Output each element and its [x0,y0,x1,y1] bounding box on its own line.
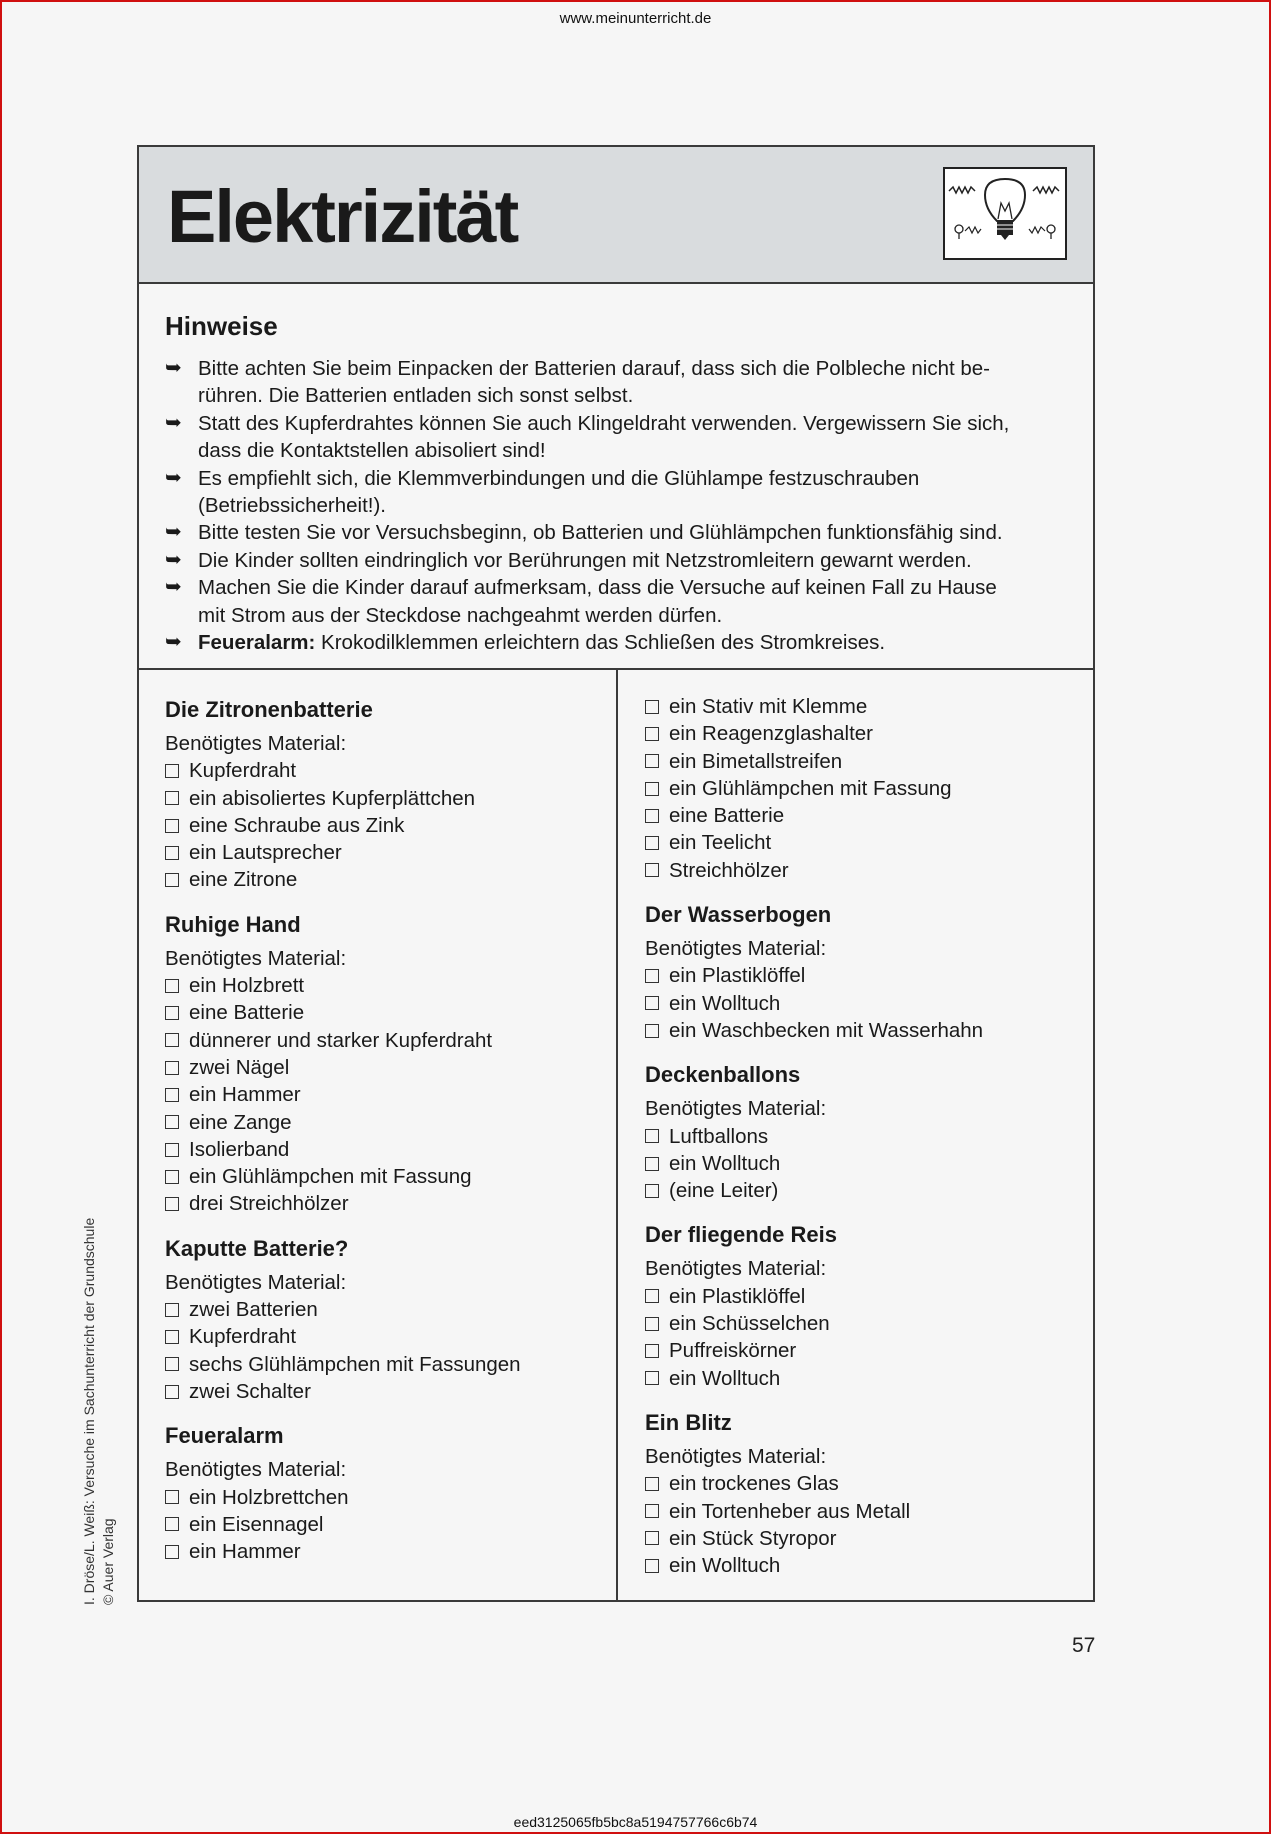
material-item-text: eine Batterie [669,804,785,828]
material-checklist-item [645,1150,1085,1177]
material-label: Benötigtes Material: [645,1444,827,1468]
material-item-text: ein Wolltuch [669,1151,781,1175]
material-item-text: ein Bimetallstreifen [669,749,843,773]
material-checklist-item [645,1017,1085,1044]
checkbox-icon [165,819,179,833]
material-label: Benötigtes Material: [165,946,347,970]
checkbox-icon [645,969,659,983]
checkbox-icon [645,1504,659,1518]
checkbox-icon [165,764,179,778]
material-item-text: zwei Schalter [189,1379,311,1403]
arrow-bullet-icon: ➥ [165,411,182,434]
checkbox-icon [645,1289,659,1303]
material-checklist-item [165,1109,605,1136]
experiment-title: Ein Blitz [645,1409,732,1435]
checkbox-icon [165,1517,179,1531]
material-checklist-item [645,1365,1085,1392]
material-item-text: Kupferdraht [189,759,297,783]
checkbox-icon [165,1170,179,1184]
material-item-text: ein Schüsselchen [669,1312,830,1336]
material-item-text: ein Lautsprecher [189,841,342,865]
hint-item: ➥ Die Kinder sollten eindringlich vor Berührungen mit Netzstromleitern gewarnt werden. [165,547,1065,574]
checkbox-icon [165,1357,179,1371]
material-checklist-item [645,962,1085,989]
checkbox-icon [165,1385,179,1399]
material-checklist-item [645,1470,1085,1497]
arrow-bullet-icon: ➥ [165,576,182,599]
material-item-text: eine Zitrone [189,868,298,892]
material-checklist-item [165,1136,605,1163]
material-label: Benötigtes Material: [645,1097,827,1121]
page-number: 57 [1072,1634,1096,1657]
hint-item: ➥ Feueralarm: Krokodilklemmen erleichtern das Schließen des Stromkreises. [165,629,1065,656]
material-item-text: ein Glühlämpchen mit Fassung [669,776,952,800]
site-url: www.meinunterricht.de [559,10,712,27]
material-checklist-item [165,1054,605,1081]
material-checklist-item [165,1538,605,1565]
arrow-bullet-icon: ➥ [165,521,182,544]
checkbox-icon [165,1197,179,1211]
checkbox-icon [165,1330,179,1344]
checkbox-icon [165,1143,179,1157]
material-item-text: ein Teelicht [669,831,772,855]
material-item-text: eine Schraube aus Zink [189,813,405,837]
left-material-column [165,695,605,1565]
light-bulb-icon [943,167,1067,260]
material-label: Benötigtes Material: [645,1257,827,1281]
worksheet-box [137,145,1095,1602]
arrow-bullet-icon: ➥ [165,548,182,571]
checkbox-icon [645,1559,659,1573]
material-item-text: ein Holzbrett [189,974,305,998]
material-item-text: ein Reagenzglashalter [669,722,873,746]
experiment-title: Der fliegende Reis [645,1222,837,1248]
material-item-text: Luftballons [669,1124,769,1148]
page-title: Elektrizität [167,175,518,258]
material-label: Benötigtes Material: [645,937,827,961]
material-item-text: ein trockenes Glas [669,1472,839,1496]
material-checklist-item [165,1323,605,1350]
publisher-credit: I. Dröse/L. Weiß: Versuche im Sachunterricht der Grundschule © Auer Verlag [81,1217,116,1605]
checkbox-icon [165,791,179,805]
material-item-text: ein Glühlämpchen mit Fassung [189,1165,472,1189]
checkbox-icon [645,1317,659,1331]
material-item-text: ein Wolltuch [669,1554,781,1578]
material-checklist-item [165,999,605,1026]
material-checklist-item [645,829,1085,856]
material-item-text: dünnerer und starker Kupferdraht [189,1028,493,1052]
material-checklist-item [165,839,605,866]
material-checklist-item [645,990,1085,1017]
material-label: Benötigtes Material: [165,732,347,755]
hint-item: ➥ Bitte achten Sie beim Einpacken der Batterien darauf, dass sich die Polbleche nicht be- rühren. Die Batterien entladen sich sonst selbst. [165,357,990,408]
checkbox-icon [165,1303,179,1317]
material-checklist-item [645,693,1085,720]
material-label: Benötigtes Material: [165,1458,347,1482]
material-checklist-item [165,1378,605,1405]
experiment-title: Kaputte Batterie? [165,1235,349,1261]
checkbox-icon [165,846,179,860]
material-checklist-item [165,866,605,893]
material-checklist-item [645,1552,1085,1579]
material-checklist-item [165,972,605,999]
material-checklist-item [165,1081,605,1108]
material-item-text: ein abisoliertes Kupferplättchen [189,786,476,810]
checkbox-icon [645,1184,659,1198]
material-checklist-item [645,1123,1085,1150]
checkbox-icon [645,1531,659,1545]
material-checklist-item [645,748,1085,775]
checkbox-icon [165,1006,179,1020]
checkbox-icon [645,1344,659,1358]
material-item-text: ein Plastiklöffel [669,1284,806,1308]
material-checklist-item [165,1027,605,1054]
checkbox-icon [645,836,659,850]
hints-section [165,310,1065,656]
checkbox-icon [645,863,659,877]
document-hash: eed3125065fb5bc8a5194757766c6b74 [513,1814,758,1830]
checkbox-icon [645,996,659,1010]
material-checklist-item [645,775,1085,802]
material-item-text: eine Batterie [189,1001,305,1025]
material-checklist-item [645,802,1085,829]
material-checklist-item [645,720,1085,747]
material-item-text: ein Hammer [189,1540,301,1564]
experiment-title: Ruhige Hand [165,911,301,937]
checkbox-icon [165,873,179,887]
checkbox-icon [645,1129,659,1143]
column-divider [616,670,618,1600]
material-item-text: ein Wolltuch [669,991,781,1015]
material-checklist-item [645,1310,1085,1337]
material-checklist-item [645,1337,1085,1364]
material-checklist-item [165,757,605,784]
hint-item: ➥ Bitte testen Sie vor Versuchsbeginn, ob Batterien und Glühlämpchen funktionsfähig sind. [165,519,1065,546]
checkbox-icon [165,1033,179,1047]
material-checklist-item [645,1525,1085,1552]
checkbox-icon [645,727,659,741]
checkbox-icon [165,1115,179,1129]
checkbox-icon [165,1088,179,1102]
material-checklist-item [645,857,1085,884]
checkbox-icon [165,1545,179,1559]
material-item-text: Puffreiskörner [669,1339,797,1363]
material-item-text: zwei Nägel [189,1055,290,1079]
material-item-text: ein Stück Styropor [669,1526,837,1550]
right-material-column [645,693,1085,1579]
material-item-text: ein Wolltuch [669,1366,781,1390]
material-item-text: Streichhölzer [669,858,789,882]
material-item-text: Isolierband [189,1137,290,1161]
material-item-text: ein Holzbrettchen [189,1485,349,1509]
hint-item: ➥ Statt des Kupferdrahtes können Sie auch Klingeldraht verwenden. Vergewissern Sie sich, dass die Kontaktstellen abisoliert sind! [165,411,1010,463]
material-item-text: ein Hammer [189,1083,301,1107]
material-item-text: sechs Glühlämpchen mit Fassungen [189,1352,521,1376]
material-item-text: eine Zange [189,1110,292,1134]
checkbox-icon [645,1371,659,1385]
checkbox-icon [645,809,659,823]
checkbox-icon [645,782,659,796]
material-item-text: ein Tortenheber aus Metall [669,1499,911,1523]
hint-item: ➥ Es empfiehlt sich, die Klemmverbindungen und die Glühlampe festzuschrauben (Betriebssicherheit!). [165,466,920,518]
checkbox-icon [645,1157,659,1171]
experiment-title: Der Wasserbogen [645,902,832,928]
checkbox-icon [645,700,659,714]
checkbox-icon [165,979,179,993]
hint-item: ➥ Machen Sie die Kinder darauf aufmerksam, dass die Versuche auf keinen Fall zu Hause mit Strom aus der Steckdose nachgeahmt werden dürfen. [165,576,997,627]
material-checklist-item [165,1190,605,1217]
material-item-text: ein Waschbecken mit Wasserhahn [669,1018,984,1042]
arrow-bullet-icon: ➥ [165,466,182,489]
checkbox-icon [165,1490,179,1504]
material-checklist-item [165,1484,605,1511]
material-checklist-item [165,1351,605,1378]
checkbox-icon [645,1477,659,1491]
arrow-bullet-icon: ➥ [165,631,182,654]
material-checklist-item [645,1498,1085,1525]
hints-heading: Hinweise [165,311,278,341]
material-item-text: drei Streichhölzer [189,1192,349,1216]
material-checklist-item [165,812,605,839]
checkbox-icon [645,754,659,768]
material-checklist-item [165,785,605,812]
material-checklist-item [645,1283,1085,1310]
material-checklist-item [645,1177,1085,1204]
material-item-text: zwei Batterien [189,1298,318,1322]
checkbox-icon [165,1061,179,1075]
checkbox-icon [645,1024,659,1038]
material-item-text: ein Stativ mit Klemme [669,695,868,718]
material-checklist-item [165,1296,605,1323]
material-item-text: ein Plastiklöffel [669,964,806,988]
material-item-text: (eine Leiter) [669,1179,779,1203]
material-item-text: Kupferdraht [189,1325,297,1349]
experiment-title: Deckenballons [645,1062,801,1088]
experiment-title: Die Zitronenbatterie [165,697,373,722]
material-item-text: ein Eisennagel [189,1512,324,1536]
material-checklist-item [165,1163,605,1190]
arrow-bullet-icon: ➥ [165,357,182,379]
title-banner [139,147,1093,284]
material-label: Benötigtes Material: [165,1270,347,1294]
experiment-title: Feueralarm [165,1423,284,1449]
material-checklist-item [165,1511,605,1538]
